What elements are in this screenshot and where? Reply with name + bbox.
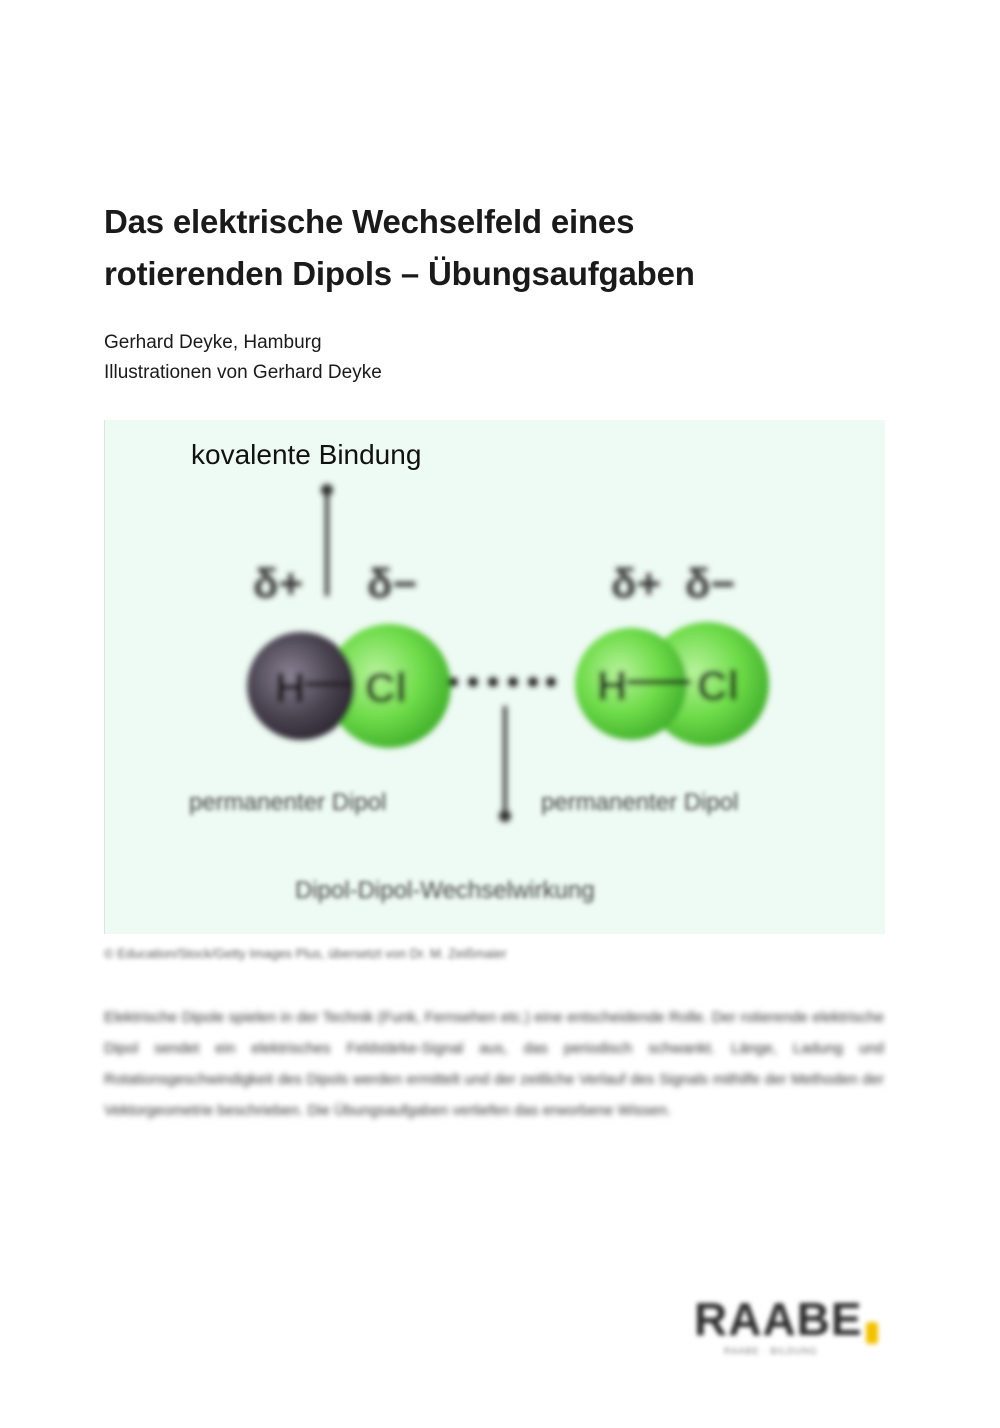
document-title	[104, 196, 904, 300]
right-dipole-label: permanenter Dipol	[541, 789, 739, 816]
interaction-dot	[448, 677, 458, 687]
interaction-dot	[468, 677, 478, 687]
left-delta-plus: δ+	[253, 560, 303, 607]
dipole-figure	[104, 420, 885, 934]
logo-accent-mark	[866, 1322, 878, 1344]
right-h-symbol: H	[597, 662, 628, 709]
dipole-diagram	[105, 420, 885, 934]
covalent-arrow-dot	[321, 484, 333, 496]
left-h-symbol: H	[275, 664, 306, 711]
interaction-dot	[488, 677, 498, 687]
author-block	[104, 328, 382, 388]
interaction-dot	[508, 677, 518, 687]
left-cl-symbol: Cl	[365, 664, 407, 711]
raabe-logo	[694, 1294, 894, 1364]
title-line-2: rotierenden Dipols – Übungsaufgaben	[104, 255, 695, 292]
title-line-1: Das elektrische Wechselfeld eines	[104, 203, 635, 240]
logo-tagline: RAABE · BILDUNG	[724, 1346, 818, 1356]
abstract-paragraph: Elektrische Dipole spielen in der Technik (Funk, Fernsehen etc.) eine entscheidende Rolle. Der rotierende elektrische Dipol sendet ein elektrisches Feldstärke-Signal aus, das periodisch schwankt. Länge, Ladung und Rotationsgeschwindigkeit des Dipols werden ermittelt und der zeitliche Verlauf des Signals mithilfe der Methoden der Vektorgeometrie beschrieben. Die Übungsaufgaben vertiefen das erworbene Wissen.	[104, 1009, 884, 1119]
logo-wordmark: RAABE	[694, 1293, 863, 1345]
interaction-dot	[546, 677, 556, 687]
figure-caption: © Education/Stock/Getty Images Plus, übersetzt von Dr. M. Zeißmaier	[104, 946, 507, 961]
covalent-bond-label: kovalente Bindung	[191, 439, 422, 470]
author-name: Gerhard Deyke, Hamburg	[104, 332, 322, 353]
right-cl-symbol: Cl	[697, 662, 739, 709]
interaction-arrow-dot	[499, 810, 511, 822]
left-dipole-label: permanenter Dipol	[189, 789, 387, 816]
interaction-dot	[528, 677, 538, 687]
right-delta-plus: δ+	[611, 560, 661, 607]
right-delta-minus: δ−	[685, 560, 735, 607]
left-delta-minus: δ−	[367, 560, 417, 607]
interaction-label: Dipol-Dipol-Wechselwirkung	[295, 877, 595, 904]
illustrations-credit: Illustrationen von Gerhard Deyke	[104, 362, 382, 383]
